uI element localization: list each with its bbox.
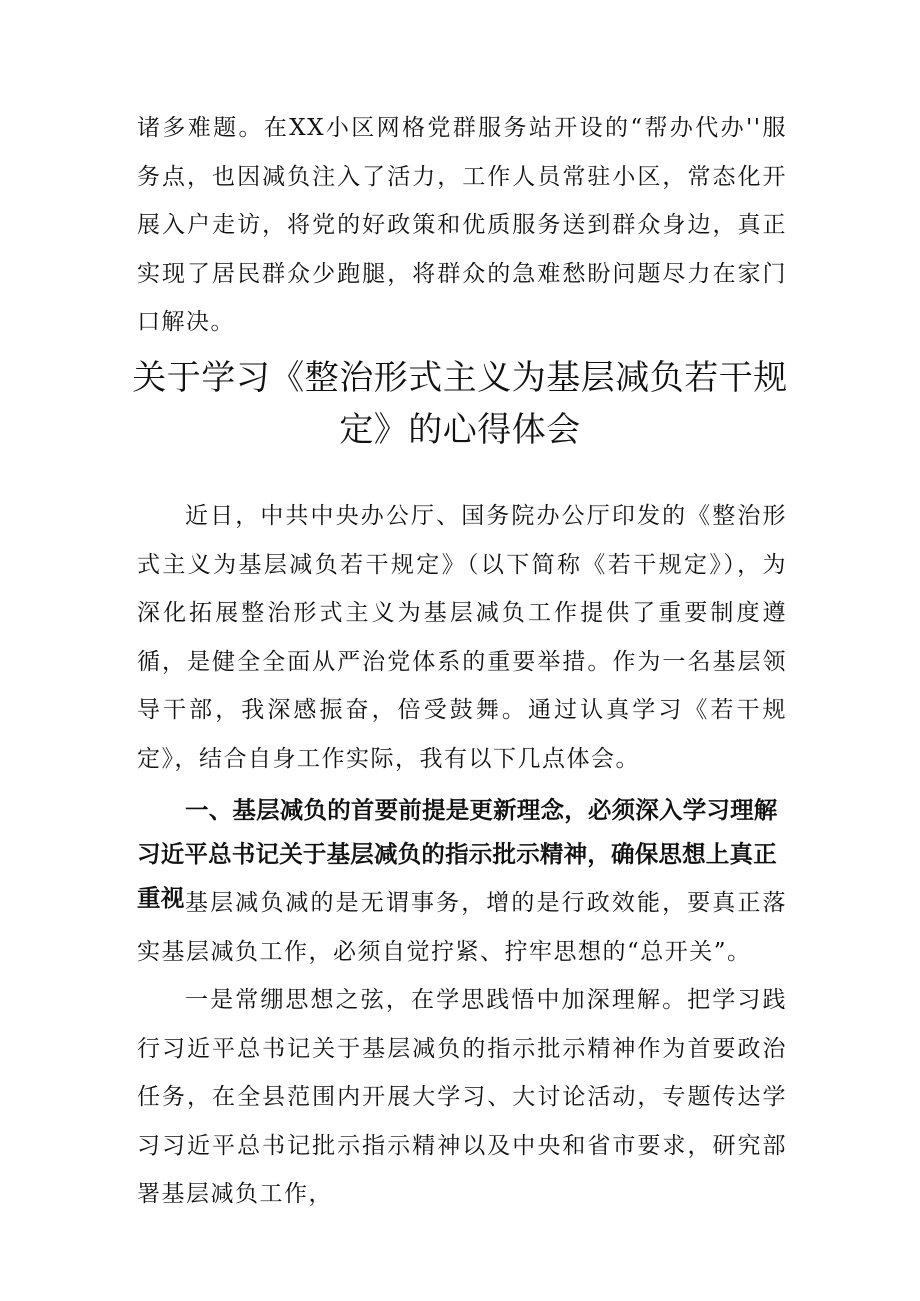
paragraph-section-1: 基层减负减的是无谓事务，增的是行政效能，要真正落实基层减负工作，必须自觉拧紧、拧牢思想的“总开关”。 [137, 890, 787, 965]
paragraph-point-1: 一是常绷思想之弦，在学思践悟中加深理解。把学习践行习近平总书记关于基层减负的指示批示精神作为首要政治任务，在全县范围内开展大学习、大讨论活动，专题传达学习习近平总书记批示指示精神以及中央和省市要求，研究部署基层减负工作， [137, 987, 787, 1207]
section-heading-1: 一、基层减负的首要前提是更新理念，必须深入学习理解习近平总书记关于基层减负的指示批示精神，确保思想上真正重视 [137, 796, 778, 912]
paragraph-continued: 诸多难题。在XX小区网格党群服务站开设的“帮办代办''服务点，也因减负注入了活力，工作人员常驻小区，常态化开展入户走访，将党的好政策和优质服务送到群众身边，真正实现了居民群众少跑腿，将群众的急难愁盼问题尽力在家门口解决。 [137, 115, 787, 335]
paragraph-intro: 近日，中共中央办公厅、国务院办公厅印发的《整治形式主义为基层减负若干规定》（以下简称《若干规定》），为深化拓展整治形式主义为基层减负工作提供了重要制度遵循，是健全全面从严治党体系的重要举措。作为一名基层领导干部，我深感振奋，倍受鼓舞。通过认真学习《若干规定》，结合自身工作实际，我有以下几点体会。 [137, 503, 787, 772]
document-title: 关于学习《整治形式主义为基层减负若干规定》的心得体会 [132, 358, 788, 450]
